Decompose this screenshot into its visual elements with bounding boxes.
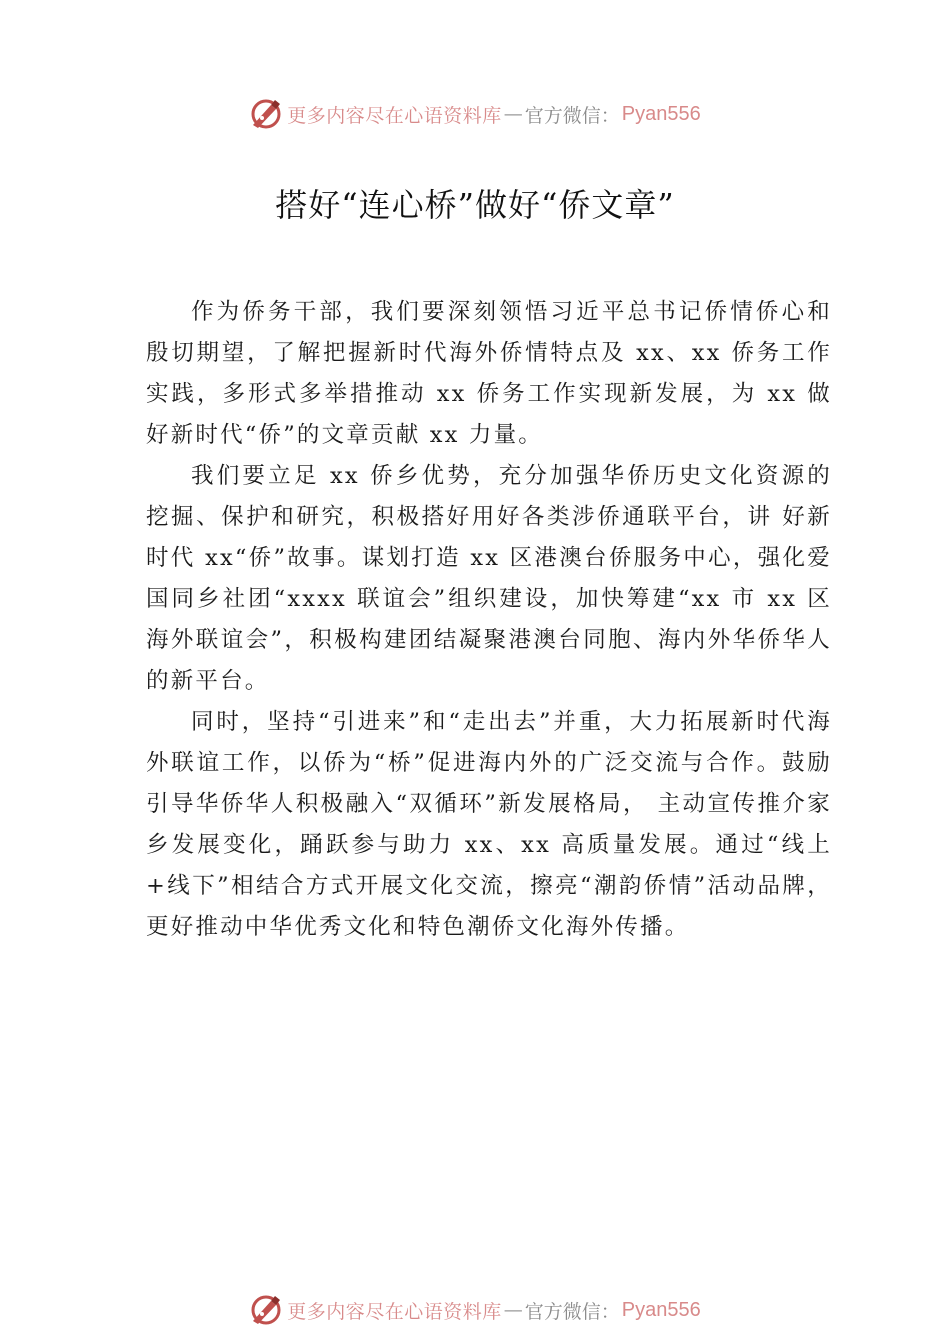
banner-wechat-id: Pyan556 xyxy=(621,102,701,125)
paragraph-1: 作为侨务干部，我们要深刻领悟习近平总书记侨情侨心和殷切期望，了解把握新时代海外侨情特点及 xx、xx 侨务工作实践，多形式多举措推动 xx 侨务工作实现新发展，为 xx 做好新时代“侨”的文章贡献 xx 力量。 xyxy=(146,299,832,448)
header-banner xyxy=(0,94,950,134)
banner-wechat-id: Pyan556 xyxy=(621,1298,701,1321)
banner-wechat-label: 官方微信： xyxy=(524,1300,620,1323)
document-body xyxy=(146,292,832,948)
banner-dash: — xyxy=(503,1299,523,1321)
banner-brand-text: 更多内容尽在心语资料库 xyxy=(287,1300,502,1323)
paragraph-3: 同时，坚持“引进来”和“走出去”并重，大力拓展新时代海外联谊工作，以侨为“桥”促进海内外的广泛交流与合作。鼓励引导华侨华人积极融入“双循环”新发展格局， 主动宣传推介家乡发展变化，踊跃参与助力 xx、xx 高质量发展。通过“线上+线下”相结合方式开展文化交流，擦亮“潮韵侨情”活动品牌，更好推动中华优秀文化和特色潮侨文化海外传播。 xyxy=(146,709,832,940)
banner-wechat-label: 官方微信： xyxy=(524,104,620,127)
banner-dash: — xyxy=(503,103,523,125)
footer-banner xyxy=(0,1290,950,1330)
document-title: 搭好“连心桥”做好“侨文章” xyxy=(275,186,675,224)
pen-logo-icon xyxy=(249,97,283,131)
banner-brand-text: 更多内容尽在心语资料库 xyxy=(287,104,502,127)
paragraph-2: 我们要立足 xx 侨乡优势，充分加强华侨历史文化资源的挖掘、保护和研究，积极搭好用好各类涉侨通联平台，讲 好新时代 xx“侨”故事。谋划打造 xx 区港澳台侨服务中心，强化爱国同乡社团“xxxx 联谊会”组织建设，加快筹建“xx 市 xx 区海外联谊会”，积极构建团结凝聚港澳台同胞、海内外华侨华人的新平台。 xyxy=(146,463,832,694)
pen-logo-icon xyxy=(249,1293,283,1327)
